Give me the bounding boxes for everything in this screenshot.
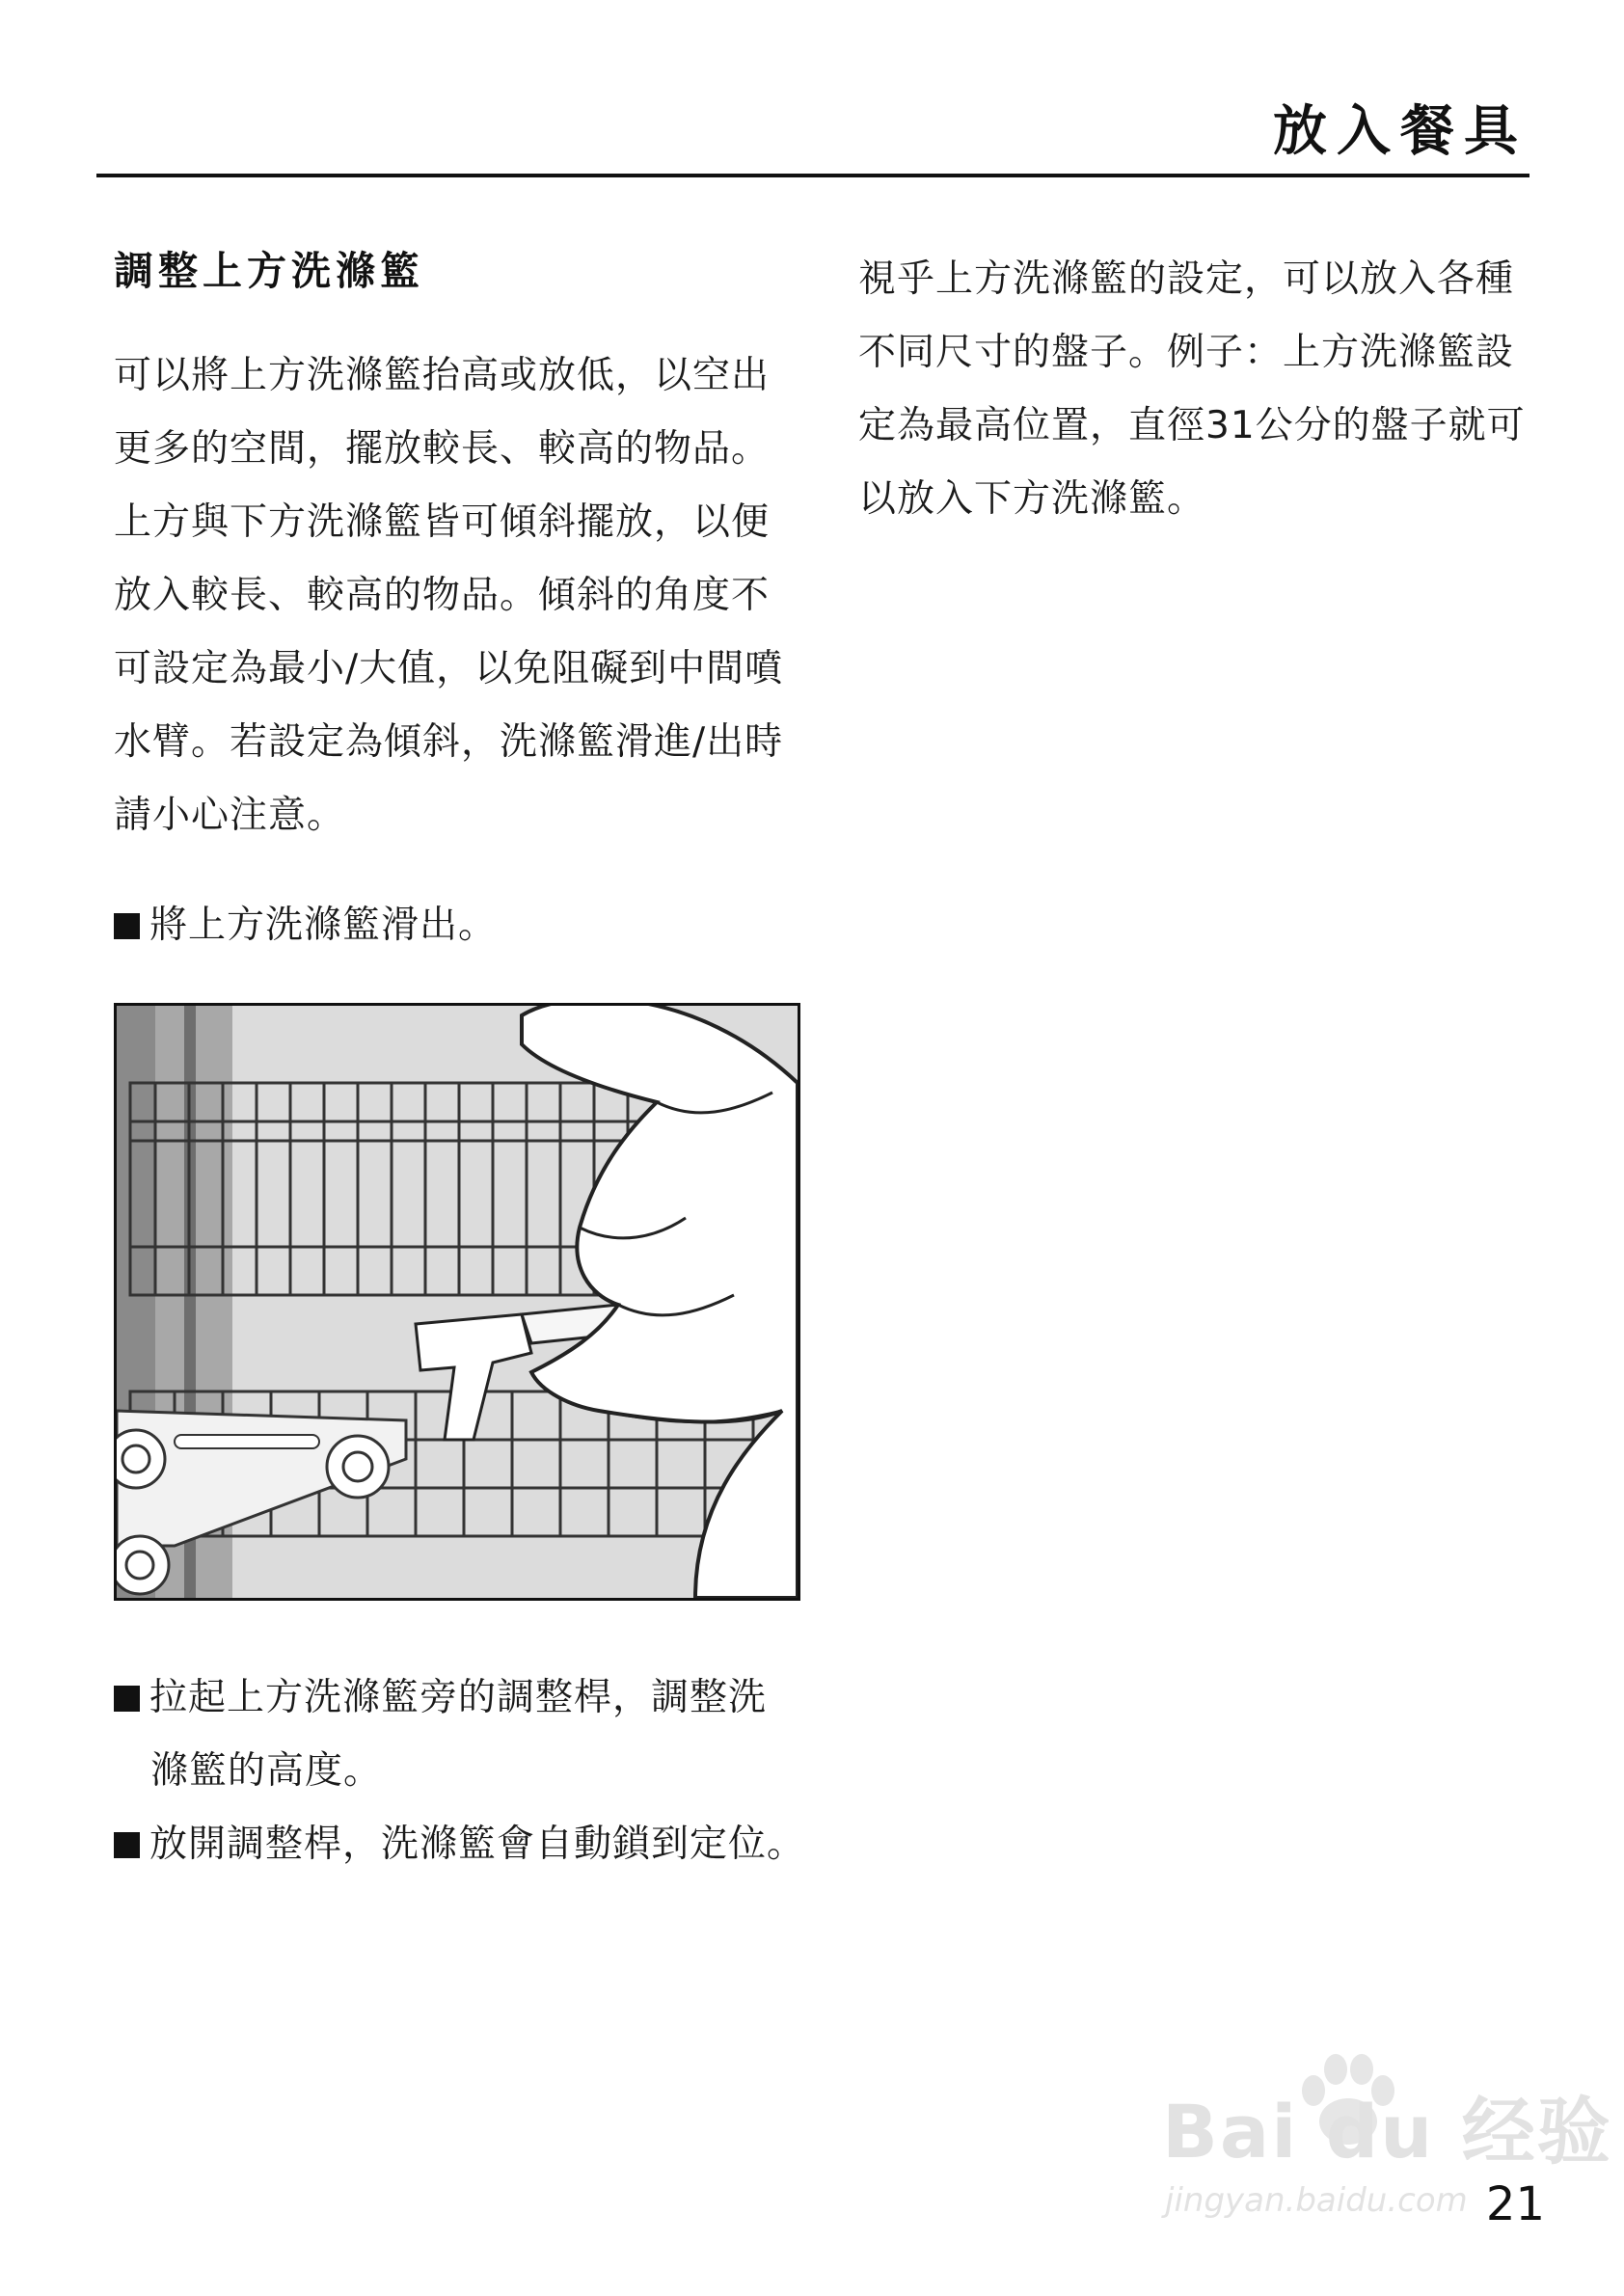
- step-2: [114, 1661, 767, 1808]
- bullet-square-icon: [114, 1686, 140, 1712]
- paragraph-line: 水臂。若設定為傾斜，洗滌籃滑進/出時: [114, 720, 784, 764]
- paragraph-line: 定為最高位置，直徑31公分的盤子就可: [858, 404, 1526, 447]
- watermark-logo: Bai du 经验: [1162, 2089, 1612, 2174]
- step-2-text-line-1: 拉起上方洗滌籃旁的調整桿，調整洗: [149, 1676, 768, 1719]
- page-number: 21: [1485, 2177, 1545, 2231]
- step-3-text: 放開調整桿，洗滌籃會自動鎖到定位。: [149, 1823, 806, 1866]
- section-heading: 調整上方洗滌籃: [114, 248, 424, 294]
- paragraph-line: 以放入下方洗滌籃。: [858, 477, 1206, 521]
- dishwasher-basket-adjustment-illustration-icon: [117, 1006, 798, 1598]
- left-column-text: [114, 339, 783, 852]
- step-1: [114, 889, 497, 962]
- paragraph-line: 更多的空間，擺放較長、較高的物品。: [114, 427, 771, 471]
- paragraph-line: 上方與下方洗滌籃皆可傾斜擺放，以便: [114, 500, 771, 544]
- paragraph-line: 不同尺寸的盤子。例子：上方洗滌籃設: [858, 331, 1515, 374]
- basket-illustration: [114, 1003, 800, 1601]
- paragraph-line: 視乎上方洗滌籃的設定，可以放入各種: [858, 257, 1515, 301]
- bullet-square-icon: [114, 1832, 140, 1858]
- right-column-text: [858, 243, 1526, 536]
- step-3: [114, 1808, 805, 1881]
- header-divider: [96, 174, 1529, 177]
- paragraph-line: 放入較長、較高的物品。傾斜的角度不: [114, 574, 771, 617]
- paragraph-line: 請小心注意。: [114, 794, 346, 837]
- step-2-text-line-2: 滌籃的高度。: [150, 1749, 383, 1793]
- page-header-title: 放入餐具: [1273, 100, 1528, 163]
- watermark-url: jingyan.baidu.com: [1165, 2181, 1468, 2220]
- paragraph-line: 可設定為最小/大值，以免阻礙到中間噴: [114, 647, 784, 690]
- bullet-square-icon: [114, 913, 140, 939]
- paragraph-line: 可以將上方洗滌籃抬高或放低，以空出: [114, 354, 771, 397]
- step-1-text: 將上方洗滌籃滑出。: [149, 904, 498, 947]
